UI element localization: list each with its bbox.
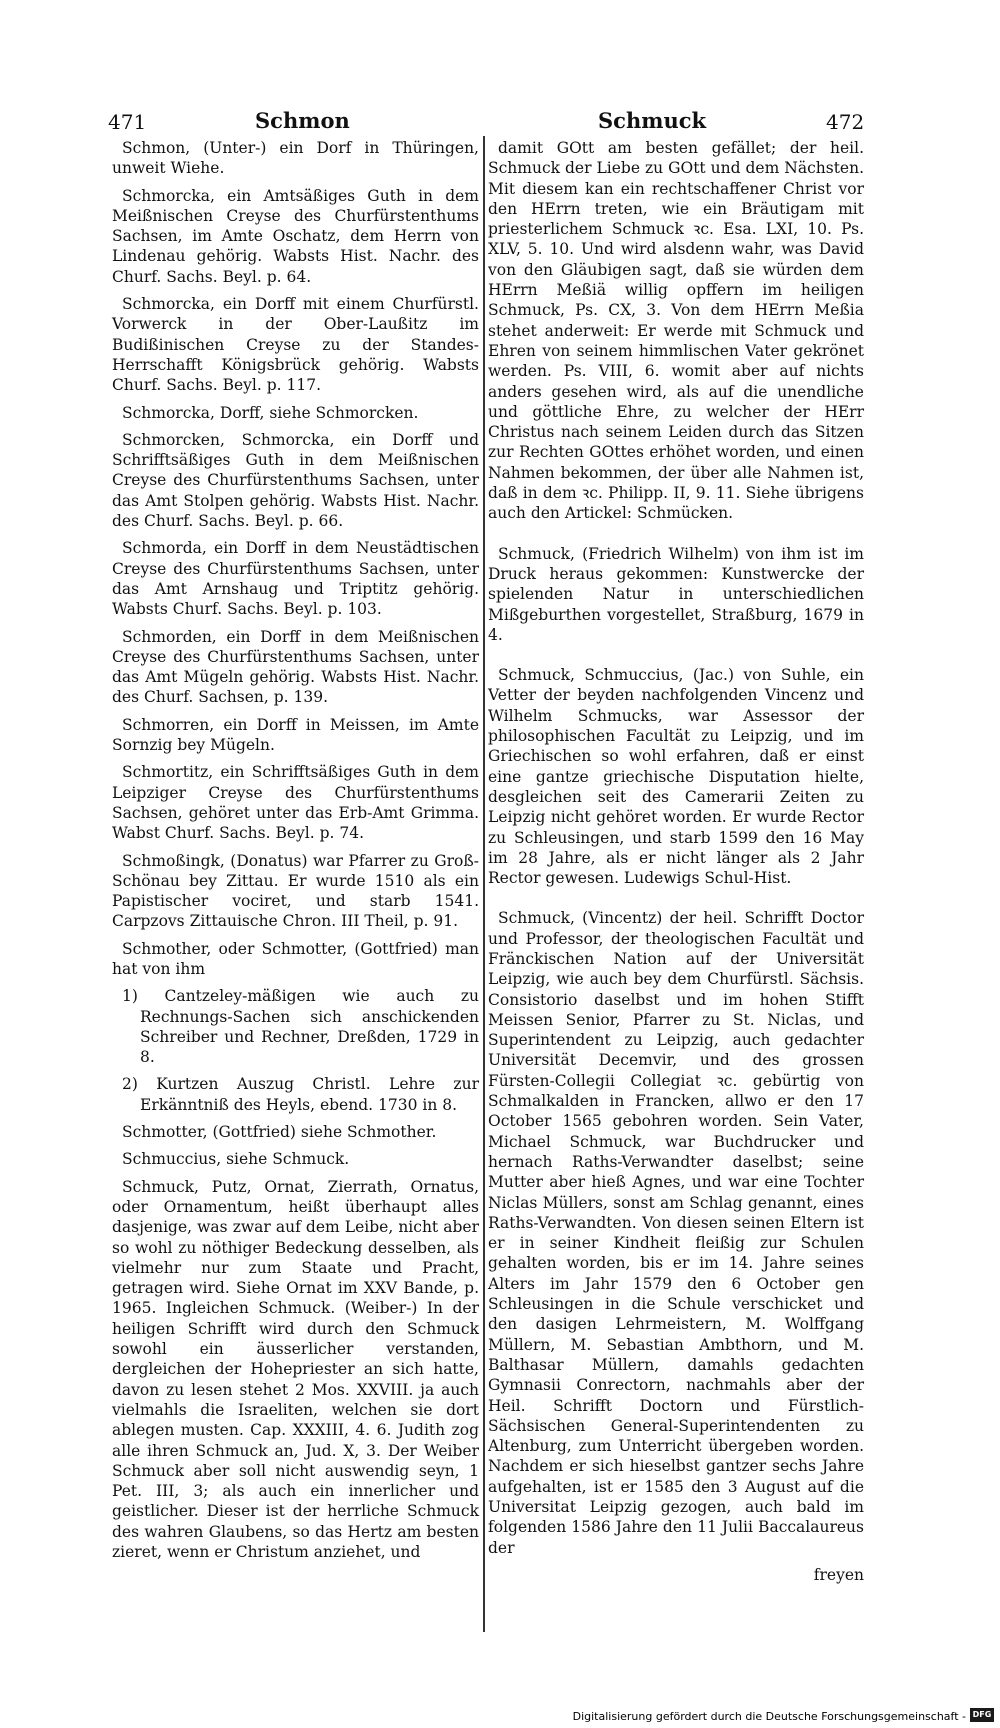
left-running-head: Schmon <box>255 108 350 133</box>
entry: Schmorcka, Dorff, siehe Schmorcken. <box>122 403 419 422</box>
entry: Schmortitz, ein Schrifftsäßiges Guth in dem Leipziger Creyse des Churfürstenthums Sachsen, gehöret unter das Erb-Amt Grimma. Wabst Churf. Sachs. Beyl. p. 74. <box>112 763 479 843</box>
entry: Schmother, oder Schmotter, (Gottfried) man hat von ihm <box>112 939 479 978</box>
entry: Schmorcken, Schmorcka, ein Dorff und Schrifftsäßiges Guth in dem Meißnischen Creyse des Churfürstenthums Sachsen, unter das Amt Stolpen gehörig. Wabsts Hist. Nachr. des Churf. Sachs. Beyl. p. 66. <box>112 430 479 531</box>
right-page-number: 472 <box>826 110 865 134</box>
entry: Schmorcka, ein Amtsäßiges Guth in dem Meißnischen Creyse des Churfürstenthums Sachsen, im Amte Oschatz, dem Herrn von Lindenau gehörig. Wabsts Hist. Nachr. des Churf. Sachs. Beyl. p. 64. <box>112 186 479 286</box>
catchword: freyen <box>813 1565 864 1584</box>
entry-list-item: 2) Kurtzen Auszug Christl. Lehre zur Erkänntniß des Heyls, ebend. 1730 in 8. <box>122 1075 479 1114</box>
left-column <box>112 138 479 1569</box>
entry-list-item: 1) Cantzeley-mäßigen wie auch zu Rechnungs-Sachen sich anschickenden Schreiber und Rechner, Dreßden, 1729 in 8. <box>122 987 479 1067</box>
entry: Schmon, (Unter-) ein Dorf in Thüringen, unweit Wiehe. <box>112 139 479 178</box>
right-running-head: Schmuck <box>598 108 707 133</box>
entry: Schmuck, (Friedrich Wilhelm) von ihm ist im Druck heraus gekommen: Kunstwercke der spielenden Natur in unterschiedlichen Mißgeburthen vorgestellet, Straßburg, 1679 in 4. <box>488 544 864 644</box>
entry: Schmuccius, siehe Schmuck. <box>122 1150 350 1169</box>
left-page-number: 471 <box>108 110 147 134</box>
entry: Schmorren, ein Dorff in Meissen, im Amte Sornzig bey Mügeln. <box>112 715 479 755</box>
entry: Schmorden, ein Dorff in dem Meißnischen Creyse des Churfürstenthums Sachsen, unter das Amt Mügeln gehörig. Wabsts Hist. Nachr. des Churf. Sachsen, p. 139. <box>112 627 479 707</box>
entry: Schmuck, (Vincentz) der heil. Schrifft Doctor und Professor, der theologischen Facultät und Fränckischen Nation auf der Universität Leipzig, wie auch bey dem Churfürstl. Sächsis. Consistorio daselbst und im hohen Stifft Meissen Senior, Pfarrer zu St. Niclas, und Superintendent zu Leipzig, auch gedachter Universität Decemvir, und des grossen Fürsten-Collegii Collegiat ꝛc. gebürtig von Schmalkalden in Francken, allwo er den 17 October 1565 gebohren worden. Sein Vater, Michael Schmuck, war Buchdrucker und hernach Raths-Verwandter daselbst; seine Mutter aber hieß Agnes, und war eine Tochter Niclas Müllers, sonst am Schlag genannt, eines Raths-Verwandten. Von diesen seinen Eltern ist er in seiner Kindheit fleißig zur Schulen gehalten worden, bis er im 14. Jahre seines Alters im Jahr 1579 den 6 October gen Schleusingen in die Schule verschicket und den dasigen Lehrmeistern, M. Wolffgang Müllern, M. Sebastian Ambthorn, und M. Balthasar Müllern, damahls gedachten Gymnasii Conrectorn, nachmahls aber der Heil. Schrifft Doctorn und Fürstlich-Sächsischen General-Superintendenten zu Altenburg, zum Unterricht übergeben worden. Nachdem er sich hieselbst gantzer sechs Jahre aufgehalten, ist er 1585 den 3 August auf die Universitat Leipzig gezogen, auch bald im folgenden 1586 Jahre den 11 Julii Baccalaureus der <box>488 909 864 1557</box>
entry: Schmorcka, ein Dorff mit einem Churfürstl. Vorwerck in der Ober-Laußitz im Budißinischen Creyse zu der Standes-Herrschafft Königsbrück gehörig. Wabsts Churf. Sachs. Beyl. p. 117. <box>112 295 479 395</box>
digitization-credit: Digitalisierung gefördert durch die Deutsche Forschungsgemeinschaft - <box>572 1710 966 1723</box>
entry: Schmotter, (Gottfried) siehe Schmother. <box>122 1123 437 1142</box>
column-divider <box>483 136 485 1632</box>
entry: Schmoßingk, (Donatus) war Pfarrer zu Groß-Schönau bey Zittau. Er wurde 1510 als ein Papistischer vociret, und starb 1541. Carpzovs Zittauische Chron. III Theil, p. 91. <box>112 851 479 931</box>
entry: Schmuck, Schmuccius, (Jac.) von Suhle, ein Vetter der beyden nachfolgenden Vincenz und Wilhelm Schmucks, war Assessor der philosophischen Facultät zu Leipzig, und im Griechischen so wohl erfahren, daß er einst eine gantze griechische Disputation hielte, desgleichen seit des Camerarii Zeiten zu Leipzig nicht gehöret worden. Er wurde Rector zu Schleusingen, und starb 1599 den 16 May im 28 Jahre, als er nicht länger als 2 Jahr Rector gewesen. Ludewigs Schul-Hist. <box>488 666 864 888</box>
dfg-logo: DFG <box>970 1708 994 1722</box>
entry: Schmorda, ein Dorff in dem Neustädtischen Creyse des Churfürstenthums Sachsen, unter das Amt Arnshaug und Triptitz gehörig. Wabsts Churf. Sachs. Beyl. p. 103. <box>112 539 479 619</box>
right-column <box>488 138 864 1592</box>
entry: damit GOtt am besten gefället; der heil. Schmuck der Liebe zu GOtt und dem Nächsten. Mit diesem kan ein rechtschaffener Christ vor den HErrn treten, wie ein Bräutigam mit priesterlichem Schmuck ꝛc. Esa. LXI, 10. Ps. XLV, 5. 10. Und wird alsdenn wahr, was David von den Gläubigen sagt, daß sie würden dem HErrn Meßiä willig opffern im heiligen Schmuck, Ps. CX, 3. Von dem HErrn Meßia stehet anderweit: Er werde mit Schmuck und Ehren von seinem himmlischen Vater gekrönet werden. Ps. VIII, 6. womit aber auf nichts anders gesehen wird, als auf die unendliche und göttliche Ehre, zu welcher der HErr Christus nach seinem Leiden durch das Sitzen zur Rechten GOttes erhöhet worden, und einen Nahmen bekommen, der über alle Nahmen ist, daß in dem ꝛc. Philipp. II, 9. 11. Siehe übrigens auch den Artickel: Schmücken. <box>488 139 864 523</box>
entry: Schmuck, Putz, Ornat, Zierrath, Ornatus, oder Ornamentum, heißt überhaupt alles dasjenige, was zwar auf dem Leibe, nicht aber so wohl zu nöthiger Bedeckung desselben, als vielmehr nur zum Staate und Pracht, getragen wird. Siehe Ornat im XXV Bande, p. 1965. Ingleichen Schmuck. (Weiber-) In der heiligen Schrifft wird durch den Schmuck sowohl ein äusserlicher verstanden, dergleichen der Hohepriester an sich hatte, davon zu lesen stehet 2 Mos. XXVIII. ja auch vielmahls die Israeliten, welchen sie dort ablegen musten. Cap. XXXIII, 4. 6. Judith zog alle ihren Schmuck an, Jud. X, 3. Der Weiber Schmuck aber soll nicht auswendig seyn, 1 Pet. III, 3; als auch ein innerlicher und geistlicher. Dieser ist der herrliche Schmuck des wahren Glaubens, so das Hertz am besten zieret, wenn er Christum anziehet, und <box>112 1177 479 1561</box>
